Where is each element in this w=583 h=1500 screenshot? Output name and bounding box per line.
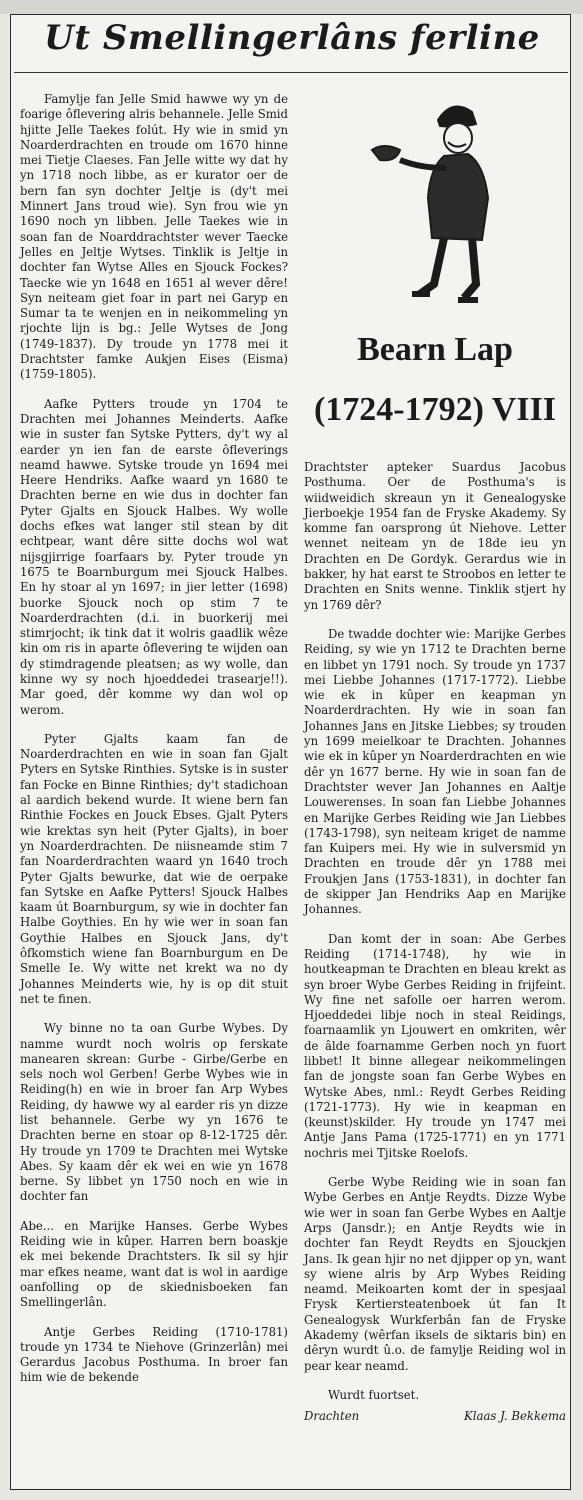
- paragraph: Dan komt der in soan: Abe Gerbes Reiding (1714-1748), hy wie in houtkeapman te Drachten en bleau krekt as syn broer Wybe Gerbes Reiding in frijfeint. Wy fine net safolle oer harren werom. Hjoeddedei libje noch in steal Reidings, foarnaamlik yn Ljouwert en omkriten, wêr de âlde foarnamme Gerben noch yn fuort libbet! It binne allegear neikommelingen fan de jongste soan fan Gerbe Wybes en Wytske Abes, nml.: Reydt Gerbes Reiding (1721-1773). Hy wie in keapman en (keunst)skilder. Hy troude yn 1747 mei Antje Jans Pama (1725-1771) en yn 1771 nochris mei Tjitske Roelofs.: [304, 931, 566, 1160]
- author: Klaas J. Bekkema: [464, 1409, 566, 1424]
- place: Drachten: [304, 1409, 360, 1424]
- paragraph: Pyter Gjalts kaam fan de Noarderdrachten en wie in soan fan Gjalt Pyters en Sytske Rinthies. Sytske is in suster fan Focke en Binne Rinthies; dy't stadichoan al aardich bekend wurde. It wiene bern fan Rinthie Fockes en Jouck Ebses. Gjalt Pyters wie krektas syn heit (Pyter Gjalts), in boer yn Noarderdrachten. De niisneamde stim 7 fan Noarderdrachten waard yn 1640 troch Pyter Gjalts bewurke, dat wie de oerpake fan Sytske en Aafke Pytters! Sjouck Halbes kaam út Boarnburgum, sy wie in dochter fan Halbe Goythies. En hy wie wer in soan fan Goythie Halbes en Sjouck Jans, dy't ôfkomstich wiene fan Boarnburgum en De Smelle Ie. Wy witte net krekt wa no dy Johannes Meinderts wie, hy is op dit stuit net te finen.: [20, 731, 288, 1006]
- closing-line: Wurdt fuortset.: [328, 1387, 420, 1402]
- article-title: Ut Smellingerlâns ferline: [44, 18, 540, 58]
- paragraph: Gerbe Wybe Reiding wie in soan fan Wybe Gerbes en Antje Reydts. Dizze Wybe wie wer in soan fan Gerbe Wybes en Aaltje Arps (Jansdr.); en Antje Reydts wie in dochter fan Reydt Reydts en Sjouckjen Jans. Ik gean hjir no net djipper op yn, want sy wiene alris by Arp Wybes Reiding neamd. Meikoarten komt der in spesjaal Frysk Kertiersteatenboek út fan It Genealogysk Wurkferbân fan de Fryske Akademy (wêrfan iksels de siktaris bin) en dêryn wurdt û.o. de famylje Reiding wol in pear kear neamd.: [304, 1175, 566, 1373]
- bearn-lap-illustration: [360, 98, 510, 313]
- paragraph: Famylje fan Jelle Smid hawwe wy yn de foarige ôflevering alris behannele. Jelle Smid hjitte Jelle Taekes folút. Hy wie in smid yn Noarderdrachten en troude om 1670 hinne mei Tietje Claeses. Fan Jelle witte wy dat hy yn 1718 noch libbe, as er kurator oer de bern fan syn dochter Jeltje is (dy't mei Minnert Jans troud wie). Syn frou wie yn 1690 noch yn libben. Jelle Taekes wie in soan fan de Noarddrachtster wever Taecke Jelles en Jeltje Wytses. Tinklik is Jeltje in dochter fan Wytse Alles en Sjouck Fockes? Taecke wie yn 1648 en 1651 al wever dêre! Syn neiteam giet foar in part nei Garyp en Sumar ta te wenjen en in neikommeling yn rjochte lijn is bg.: Jelle Wytses de Jong (1749-1837). Dy troude yn 1778 mei it Drachtster famke Aukjen Eises (Eisma) (1759-1805).: [20, 92, 288, 382]
- scan-top-strip: [0, 0, 583, 14]
- paragraph: Wy binne no ta oan Gurbe Wybes. Dy namme wurdt noch wolris op ferskate manearen skrean: Gurbe - Girbe/Gerbe en sels noch wol Gerben! Gerbe Wybes wie in Reiding(h) en wie in broer fan Arp Wybes Reiding, dy hawwe wy al earder ris yn dizze list behannele. Gerbe wy yn 1676 te Drachten berne en stoar op 8-12-1725 dêr. Hy troude yn 1709 te Drachten mei Wytske Abes. Sy kaam dêr ek wei en wie yn 1678 berne. Sy libbet yn 1750 noch en wie in dochter fan: [20, 1021, 288, 1204]
- right-column: [304, 460, 566, 1425]
- figure-years: (1724-1792) VIII: [313, 391, 557, 428]
- left-column: [20, 92, 288, 1400]
- paragraph: Drachtster apteker Suardus Jacobus Posthuma. Oer de Posthuma's is wiidweidich skreaun yn it Genealogyske Jierboekje 1954 fan de Fryske Akademy. Sy komme fan oarsprong út Niehove. Letter wennet neiteam yn de 18de ieu yn Drachten en De Gordyk. Gerardus wie in bakker, hy hat earst te Stroobos en letter te Drachten en Snits wenne. Tinklik stjert hy yn 1769 dêr?: [304, 460, 566, 612]
- paragraph: Abe... en Marijke Hanses. Gerbe Wybes Reiding wie in kûper. Harren bern boaskje ek mei bekende Drachtsters. Ik sil sy hjir mar efkes neame, want dat is wol in aardige oanfolling op de skiednisboeken fan Smellingerlân.: [20, 1218, 288, 1310]
- byline: [304, 1409, 566, 1424]
- paragraph: Antje Gerbes Reiding (1710-1781) troude yn 1734 te Niehove (Grinzerlân) mei Gerardus Jacobus Posthuma. In broer fan him wie de bekende: [20, 1324, 288, 1385]
- paragraph: De twadde dochter wie: Marijke Gerbes Reiding, sy wie yn 1712 te Drachten berne en libbet yn 1791 noch. Sy troude yn 1737 mei Liebbe Johannes (1717-1772). Liebbe wie ek in kûper en keapman yn Noarderdrachten. Hy wie in soan fan Johannes Jans en Jitske Liebbes; sy trouden yn 1699 meielkoar te Drachten. Johannes wie ek in kûper yn Noarderdrachten en wie dêr yn 1677 berne. Hy wie in soan fan de Drachtster wever Jan Johannes en Aaltje Louwerenses. In soan fan Liebbe Johannes en Marijke Gerbes Reiding wie Jan Liebbes (1743-1798), syn neiteam kriget de namme fan Kuipers mei. Hy wie in sulversmid yn Drachten en troude dêr yn 1788 mei Froukjen Jans (1753-1831), in dochter fan de skipper Jan Hendriks Aap en Marijke Johannes.: [304, 626, 566, 917]
- title-divider: [14, 72, 568, 73]
- figure-name: Bearn Lap: [357, 331, 513, 368]
- paragraph: Aafke Pytters troude yn 1704 te Drachten mei Johannes Meinderts. Aafke wie in suster fan Sytske Pytters, dy't wy al earder yn ien fan de earste ôfleverings neamd hawwe. Sytske troude yn 1694 mei Heere Hendriks. Aafke waard yn 1680 te Drachten berne en wie dus in dochter fan Pyter Gjalts en Sjouck Halbes. Wy wolle dochs efkes wat langer stil stean by dit echtpear, want dêre sitte dochs wol wat nijsgjirrige foarfaars by. Pyter troude yn 1675 te Boarnburgum mei Sjouck Halbes. En hy stoar al yn 1697; in jier letter (1698) buorke Sjouck noch op stim 7 te Noarderdrachten (d.i. in buorkerij mei stimrjocht; ik tink dat it wolris gaadlik wêze kin om ris in aparte ôflevering te wijden oan dy stimdragende pleatsen; as wy wolle, dan kinne wy sy noch hjoeddedei trasearje!!). Mar goed, dêr komme wy dan wol op werom.: [20, 396, 288, 717]
